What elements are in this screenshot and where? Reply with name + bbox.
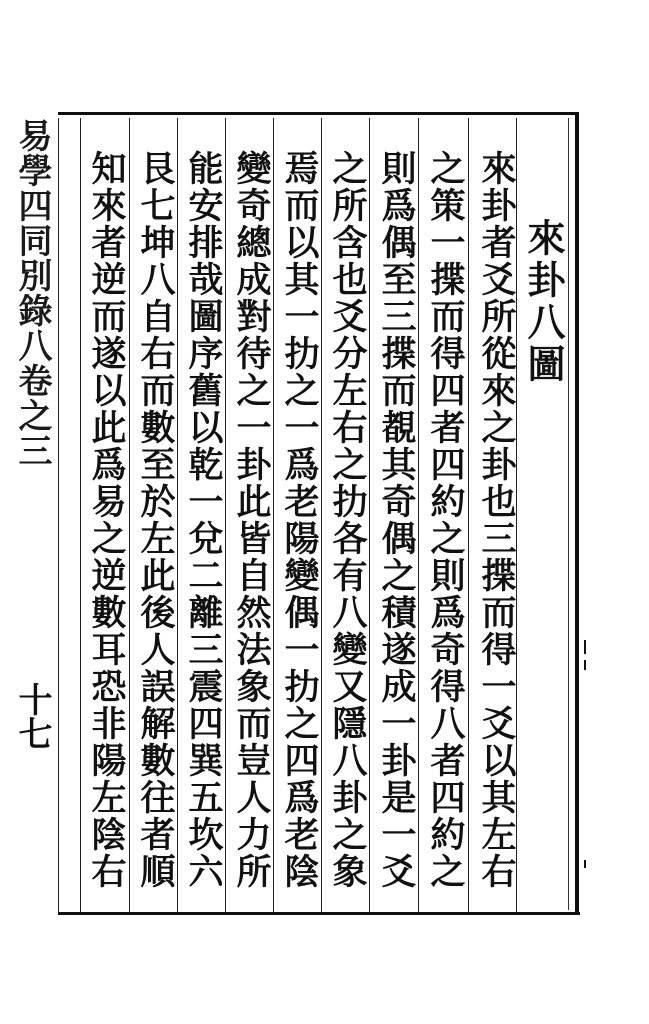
edge-mark [584, 660, 586, 670]
juan-label: 卷之三 [12, 363, 52, 468]
book-title: 易學四同別錄八 [12, 118, 52, 363]
text-column-8: 艮七坤八自右而數至於左此後人誤解數往者順 [135, 150, 176, 890]
column-rule-left [58, 118, 59, 912]
text-column-3: 則爲偶至三揲而覩其奇偶之積遂成一卦是一爻 [376, 150, 417, 890]
margin-book-title [8, 118, 56, 478]
column-rule [418, 118, 419, 912]
column-rule [177, 118, 178, 912]
column-rule [468, 118, 469, 912]
frame-bottom-border [58, 912, 580, 915]
frame-right-border [575, 112, 579, 915]
column-rule [225, 118, 226, 912]
column-rule [321, 118, 322, 912]
text-column-6: 變奇總成對待之一卦此皆自然法象而豈人力所 [231, 150, 272, 890]
text-column-1: 來卦者爻所從來之卦也三揲而得一爻以其左右 [476, 150, 517, 890]
frame-right-inner-border [568, 118, 569, 910]
text-column-7: 能安排哉圖序舊以乾一兌二離三震四巽五坎六 [183, 150, 224, 890]
text-column-5: 焉而以其一扐之一爲老陽變偶一扐之四爲老陰 [279, 150, 320, 890]
column-rule [129, 118, 130, 912]
text-column-4: 之所含也爻分左右之扐各有八變又隱八卦之象 [327, 150, 368, 890]
text-column-2: 之策一揲而得四者四約之則爲奇得八者四約之 [425, 150, 466, 890]
frame-top-border [58, 112, 578, 115]
section-heading: 來卦八圖 [521, 218, 566, 386]
column-rule [80, 118, 81, 912]
edge-mark [584, 640, 586, 654]
text-column-9: 知來者逆而遂以此爲易之逆數耳恐非陽左陰右 [86, 150, 127, 890]
folio-number: 十七 [12, 682, 52, 750]
column-rule [369, 118, 370, 912]
column-rule [273, 118, 274, 912]
edge-mark [584, 860, 586, 868]
